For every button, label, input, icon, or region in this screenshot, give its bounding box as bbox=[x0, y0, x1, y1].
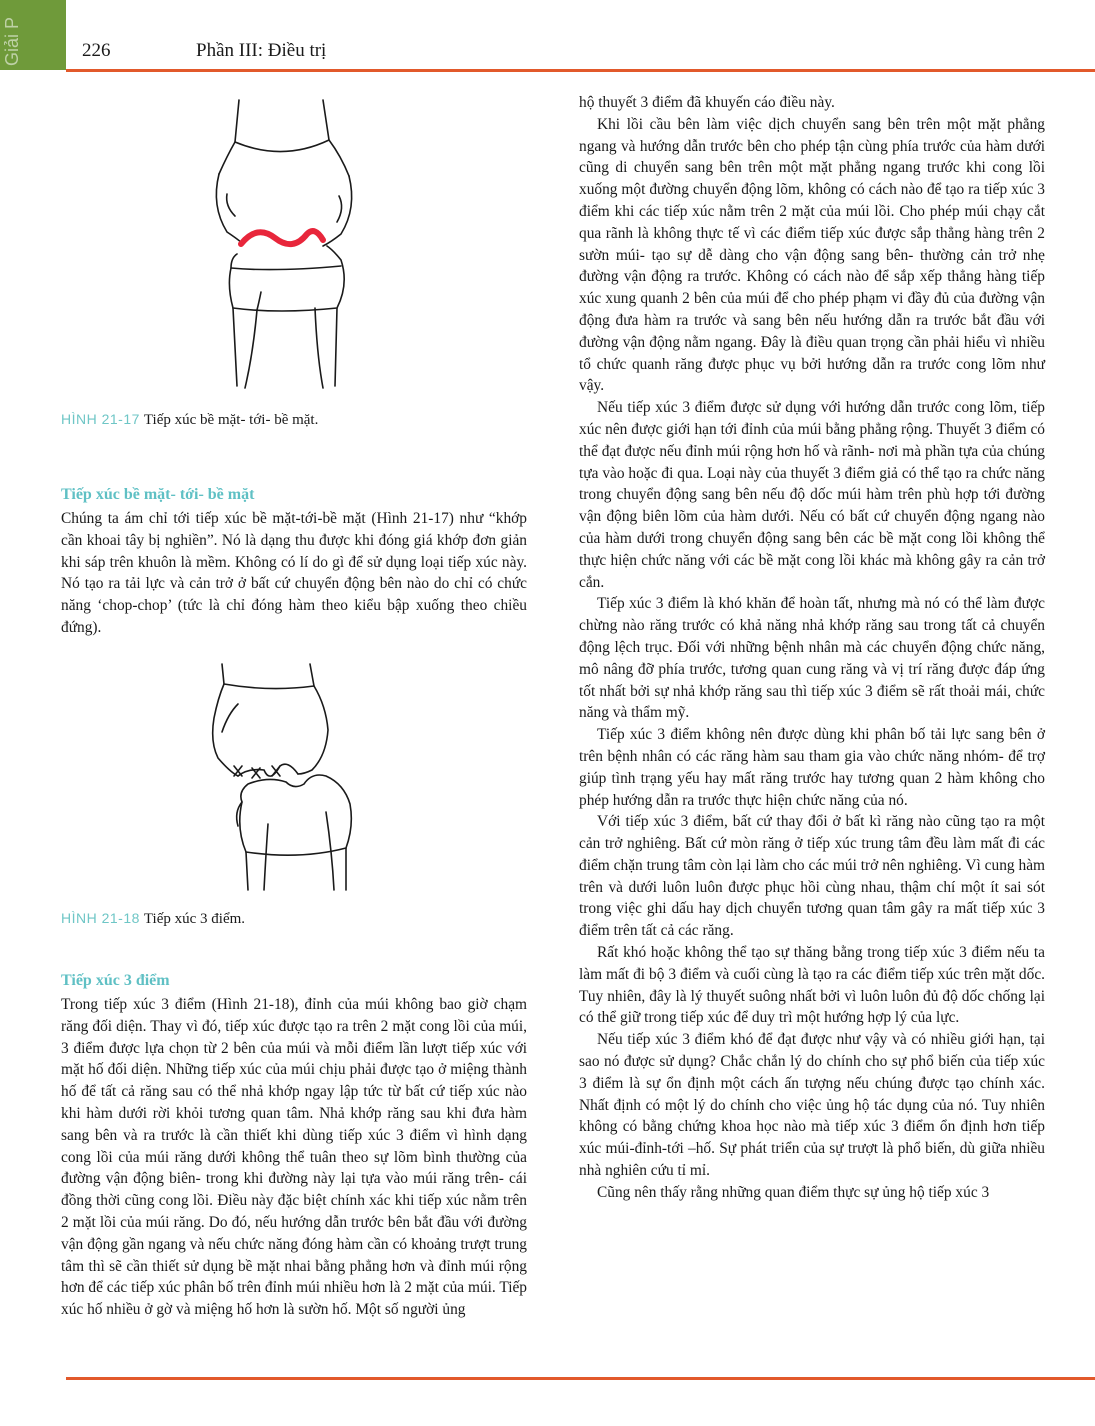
paragraph: Trong tiếp xúc 3 điểm (Hình 21-18), đỉnh của múi không bao giờ chạm răng đối diện. Thay vì đó, tiếp xúc được tạo ra trên 2 mặt cong lồi của múi, 3 điểm được lựa chọn từ 2 bên của múi và mỗi điểm lần lượt tiếp xúc với mặt hố đối diện. Những tiếp xúc của múi chịu phải được tạo ở miệng thành hố để tất cả răng sau có thể nhả khớp ngay lập tức từ bất cứ tiếp xúc nào khi hàm dưới rời khỏi tương quan tâm. Nhả khớp răng sau khi đưa hàm sang bên và ra trước là cần thiết khi dùng tiếp xúc 3 điểm vì hình dạng cong lồi của múi răng dưới không thể tuân theo sự lõm bình thường của đường vận động biên- trong khi đường này lại tựa vào múi răng trên- cái đồng thời cũng cong lồi. Điều này đặc biệt chính xác khi tiếp xúc nằm trên 2 mặt lồi của múi răng. Do đó, nếu hướng dẫn trước bên bắt đầu với đường vận động gần ngang và nếu chức năng đóng hàm cần có khoảng trượt trung tâm thì sẽ cần thiết sử dụng bề mặt nhai bằng phẳng hơn và đỉnh múi rộng hơn để các tiếp xúc phân bố trên đỉnh múi nhiều hơn là 2 mặt của múi. Tiếp xúc hố nhiều ở gờ và miệng hố hơn là sườn hố. Một số người ủng bbox=[61, 996, 527, 1319]
right-column-text bbox=[579, 92, 1045, 1204]
paragraph: Rất khó hoặc không thể tạo sự thăng bằng trong tiếp xúc 3 điểm nếu ta làm mất đi bộ 3 điểm và cuối cùng là tạo ra các điểm tiếp xúc trên mặt dốc. Tuy nhiên, đây là lý thuyết suông nhất bởi vì luôn luôn đủ độ dốc chống lại có thể giữ trong tiếp xúc để duy trì một hướng hợp lý của lực. bbox=[579, 944, 1045, 1027]
paragraph: Tiếp xúc 3 điểm không nên được dùng khi phân bố tải lực sang bên ở trên bệnh nhân có các răng hàm sau tham gia vào chức năng nhóm- để trợ giúp tình trạng yếu hay mất răng trước hay tương quan 2 hàm không cho phép hướng dẫn ra trước thực hiện chức năng của nó. bbox=[579, 726, 1045, 809]
chapter-side-tab bbox=[0, 0, 66, 70]
paragraph: hộ thuyết 3 điểm đã khuyến cáo điều này. bbox=[579, 94, 835, 111]
section-body-three-point bbox=[61, 994, 527, 1321]
paragraph: Nếu tiếp xúc 3 điểm được sử dụng với hướng dẫn trước cong lõm, tiếp xúc nên được giới hạn tới đỉnh của múi bằng phẳng rộng. Thuyết 3 điểm có thể đạt được nếu đỉnh múi rộng hơn hố và rãnh- nơi mà phần tựa của chúng tựa vào hoặc đi qua. Loại này của thuyết 3 điểm giả có thể tạo ra chức năng trong chuyển động sang bên nếu độ dốc múi hàm trên phù hợp tới đường vận động biên lõm của hàm dưới. Nếu có bất cứ chuyển động ngang nào của hàm dưới trong chuyển động sang bên các bề mặt cong lồi không thể thực hiện chức năng với các bề mặt cong lồi khác mà không gây ra cản trở cắn. bbox=[579, 399, 1045, 591]
figure-21-17-caption bbox=[61, 411, 318, 429]
figure-21-18-label: HÌNH 21-18 bbox=[61, 910, 140, 926]
section-body-surface bbox=[61, 508, 527, 639]
footer-rule bbox=[66, 1377, 1095, 1380]
section-heading-surface: Tiếp xúc bề mặt- tới- bề mặt bbox=[61, 486, 255, 503]
side-tab-label: Giải P bbox=[2, 16, 22, 66]
figure-21-17-label: HÌNH 21-17 bbox=[61, 411, 140, 427]
paragraph: Nếu tiếp xúc 3 điểm khó để đạt được như vậy và có nhiều giới hạn, tại sao nó được sử dụng? Chắc chắn lý do chính cho sự phổ biến của tiếp xúc 3 điểm là sự ổn định một cách ấn tượng nếu chúng được tạo chính xác. Nhất định có một lý do chính cho việc ủng hộ tác dụng của nó. Tuy nhiên không có bằng chứng khoa học nào mà tiếp xúc 3 điểm ổn định hơn tiếp xúc múi-đỉnh-tới –hố. Sự phát triển của sự trượt là phổ biến, dù giữa nhiều nhà nghiên cứu tỉ mỉ. bbox=[579, 1031, 1045, 1180]
paragraph: Tiếp xúc 3 điểm là khó khăn để hoàn tất, nhưng mà nó có thể làm được chừng nào răng trước có khả năng nhả khớp răng sau trong tất cả chuyển động lệch trục. Đối với những bệnh nhân mà các chuyển động chức năng, mô nâng đỡ phía trước, tương quan cung răng và vị trí răng được đáp ứng tốt nhất bởi sự nhả khớp răng sau thì tiếp xúc 3 điểm sẽ rất thoải mái, chức năng và thẩm mỹ. bbox=[579, 595, 1045, 722]
figure-21-18-caption-text: Tiếp xúc 3 điểm. bbox=[143, 911, 246, 927]
figure-21-18-caption bbox=[61, 910, 245, 928]
figure-21-18-drawing bbox=[208, 662, 368, 894]
page-number: 226 bbox=[82, 40, 111, 61]
paragraph: Với tiếp xúc 3 điểm, bất cứ thay đổi ở bất kì răng nào cũng tạo ra một cản trở nghiêng. Bất cứ mòn răng ở tiếp xúc trung tâm đều làm mất đi các điểm chặn trung tâm còn lại làm cho các múi trở nên nghiêng. Vì cung hàm trên và dưới luôn luôn được phục hồi cùng nhau, thậm chí một ít sai sót trong việc ghi dấu hay dịch chuyển tương quan tâm gây ra mất tiếp xúc 3 điểm trên tất cả các răng. bbox=[579, 813, 1045, 940]
figure-21-17-drawing bbox=[205, 96, 365, 396]
figure-21-17-caption-text: Tiếp xúc bề mặt- tới- bề mặt. bbox=[143, 412, 319, 428]
running-header-title: Phần III: Điều trị bbox=[196, 40, 327, 61]
header-rule bbox=[66, 69, 1095, 72]
paragraph: Khi lồi cầu bên làm việc dịch chuyển sang bên trên một mặt phẳng ngang và hướng dẫn trước bên cho phép tận cùng phía trước của hàm dưới cũng di chuyển sang bên trên một mặt phẳng ngang trước khi cong lồi xuống một đường chuyển động lõm, không có cách nào để tạo ra tiếp xúc 3 điểm khi các tiếp xúc nằm trên 2 mặt của múi lồi. Cho phép múi chạy cắt qua rãnh là không thực tế vì các điểm tiếp xúc được sắp thẳng hàng trên 2 sườn múi- tạo sự dễ dàng cho vận động sang bên- thường cản trở nhẹ đường vận động ra trước. Không có cách nào để sắp xếp thẳng hàng tiếp xúc xung quanh 2 bên của múi để cho phép phạm vi đầy đủ của đường vận động đưa hàm ra trước và sang bên nếu hướng dẫn ra trước bắt đầu với đường vận động nằm ngang. Đây là điều quan trọng cần phải hiểu vì nhiều tổ chức quanh răng được phục vụ bởi hướng dẫn ra trước cong lõm như vậy. bbox=[579, 115, 1045, 395]
paragraph: Cũng nên thấy rằng những quan điểm thực sự ủng hộ tiếp xúc 3 bbox=[597, 1183, 990, 1201]
paragraph: Chúng ta ám chỉ tới tiếp xúc bề mặt-tới-bề mặt (Hình 21-17) như “khớp cần khoai tây bị nghiền”. Nó là dạng thu được khi đóng giá khớp đơn giản khi sáp trên khuôn là mềm. Không có lí do gì để sử dụng loại tiếp xúc này. Nó tạo ra tải lực và cản trở ở bất cứ chuyển động bên nào do chỉ có chức năng ‘chop-chop’ (tức là chỉ đóng hàm theo kiểu bập xuống theo chiều đứng). bbox=[61, 510, 527, 636]
section-heading-three-point: Tiếp xúc 3 điểm bbox=[61, 972, 170, 989]
